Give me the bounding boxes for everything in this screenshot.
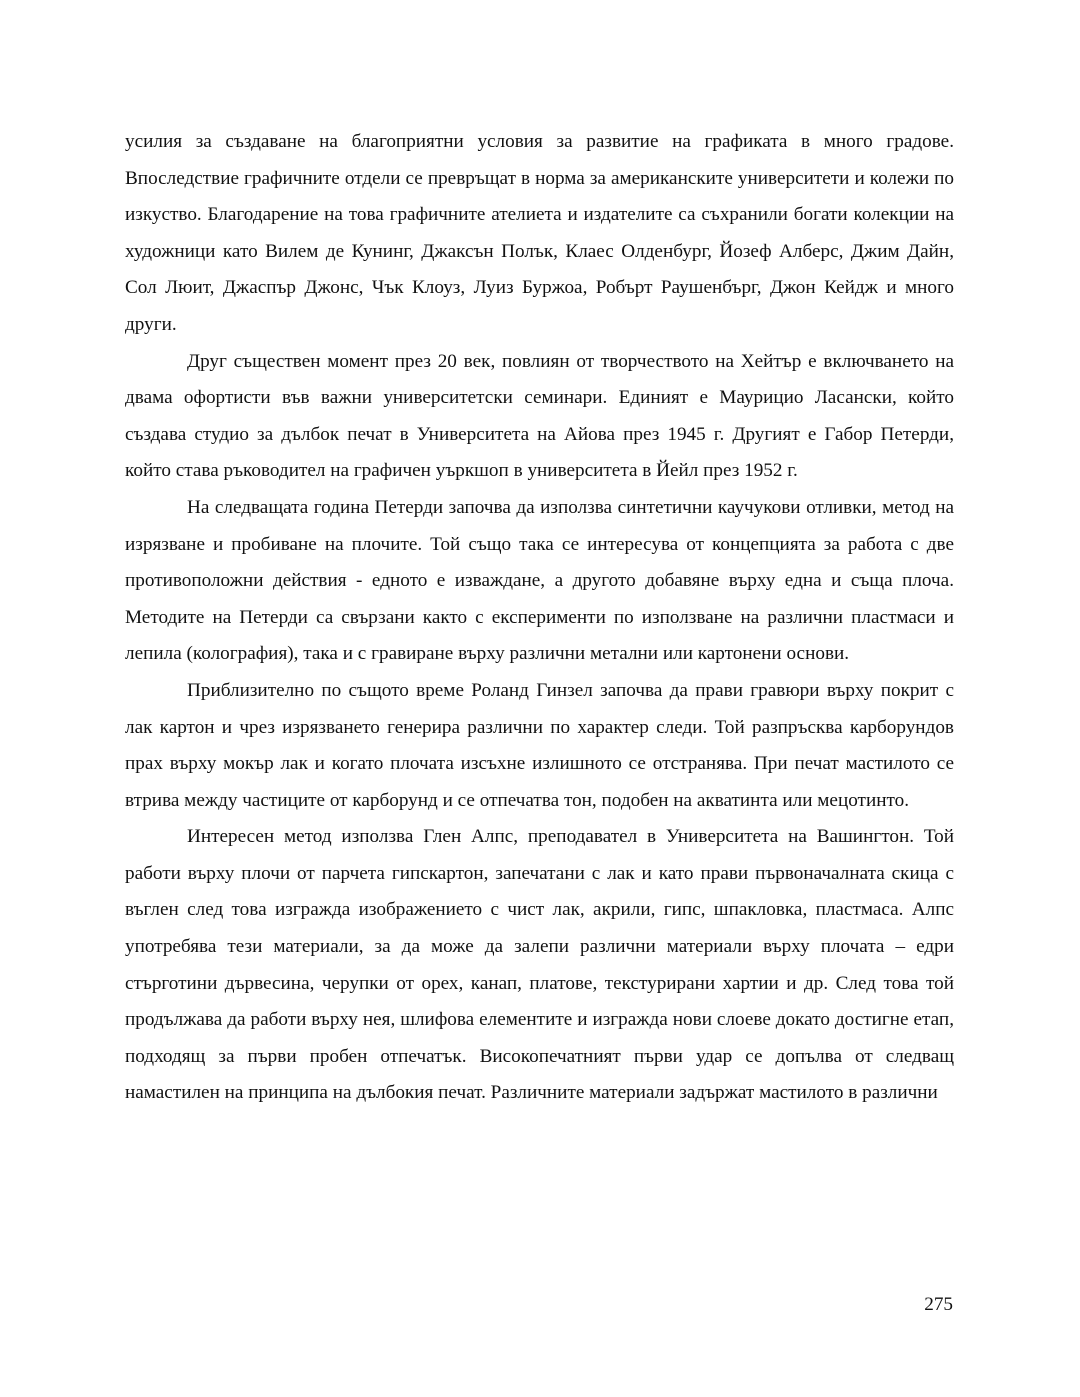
paragraph-ginzel-engravings: Приблизително по същото време Роланд Гинзел започва да прави гравюри върху покрит с лак картон и чрез изрязването генерира различни по характер следи. Той разпръсква карборундов прах върху мокър лак и когато плочата изсъхне излишното се отстранява. При печат мастилото се втрива между частиците от карборунд и се отпечатва тон, подобен на акватинта или мецотинто. — [125, 679, 954, 811]
body-text — [125, 124, 954, 1112]
paragraph-continuation: усилия за създаване на благоприятни условия за развитие на графиката в много градове. Впоследствие графичните отдели се превръщат в норма за американските университети и колежи по изкуство. Благодарение на това графичните ателиета и издателите са съхранили богати колекции на художници като Вилем де Кунинг, Джаксън Полък, Клаес Олденбург, Йозеф Алберс, Джим Дайн, Сол Люит, Джаспър Джонс, Чък Клоуз, Луиз Буржоа, Робърт Раушенбърг, Джон Кейдж и много други. — [125, 131, 954, 335]
paragraph-alps-method: Интересен метод използва Глен Алпс, преподавател в Университета на Вашингтон. Той работи върху плочи от парчета гипскартон, запечатани с лак и като прави първоначалната скица с въглен след това изгражда изображението с чист лак, акрили, гипс, шпакловка, пластмаса. Алпс употребява тези материали, за да може да залепи различни материали върху плочата – едри стърготини дървесина, черупки от орех, канап, платове, текстурирани хартии и др. След това той продължава да работи върху нея, шлифова елементите и изгражда нови слоеве докато достигне етап, подходящ за първи пробен отпечатък. Високопечатният първи удар се допълва от следващ намастилен на принципа на дълбокия печат. Различните материали задържат мастилото в различни — [125, 826, 954, 1104]
paragraph-hayter-influence: Друг съществен момент през 20 век, повлиян от творчеството на Хейтър е включването на двама офортисти във важни университетски семинари. Единият е Маурицио Ласански, който създава студио за дълбок печат в Университета на Айова през 1945 г. Другият е Габор Петерди, който става ръководител на графичен уъркшоп в университета в Йейл през 1952 г. — [125, 350, 954, 482]
paragraph-peterdi-methods: На следващата година Петерди започва да използва синтетични каучукови отливки, метод на изрязване и пробиване на плочите. Той също така се интересува от концепцията за работа с две противоположни действия - едното е изваждане, а другото добавяне върху една и съща плоча. Методите на Петерди са свързани както с експерименти по използване на различни пластмаси и лепила (колография), така и с гравиране върху различни метални или картонени основи. — [125, 496, 954, 665]
page-number: 275 — [924, 1294, 953, 1315]
